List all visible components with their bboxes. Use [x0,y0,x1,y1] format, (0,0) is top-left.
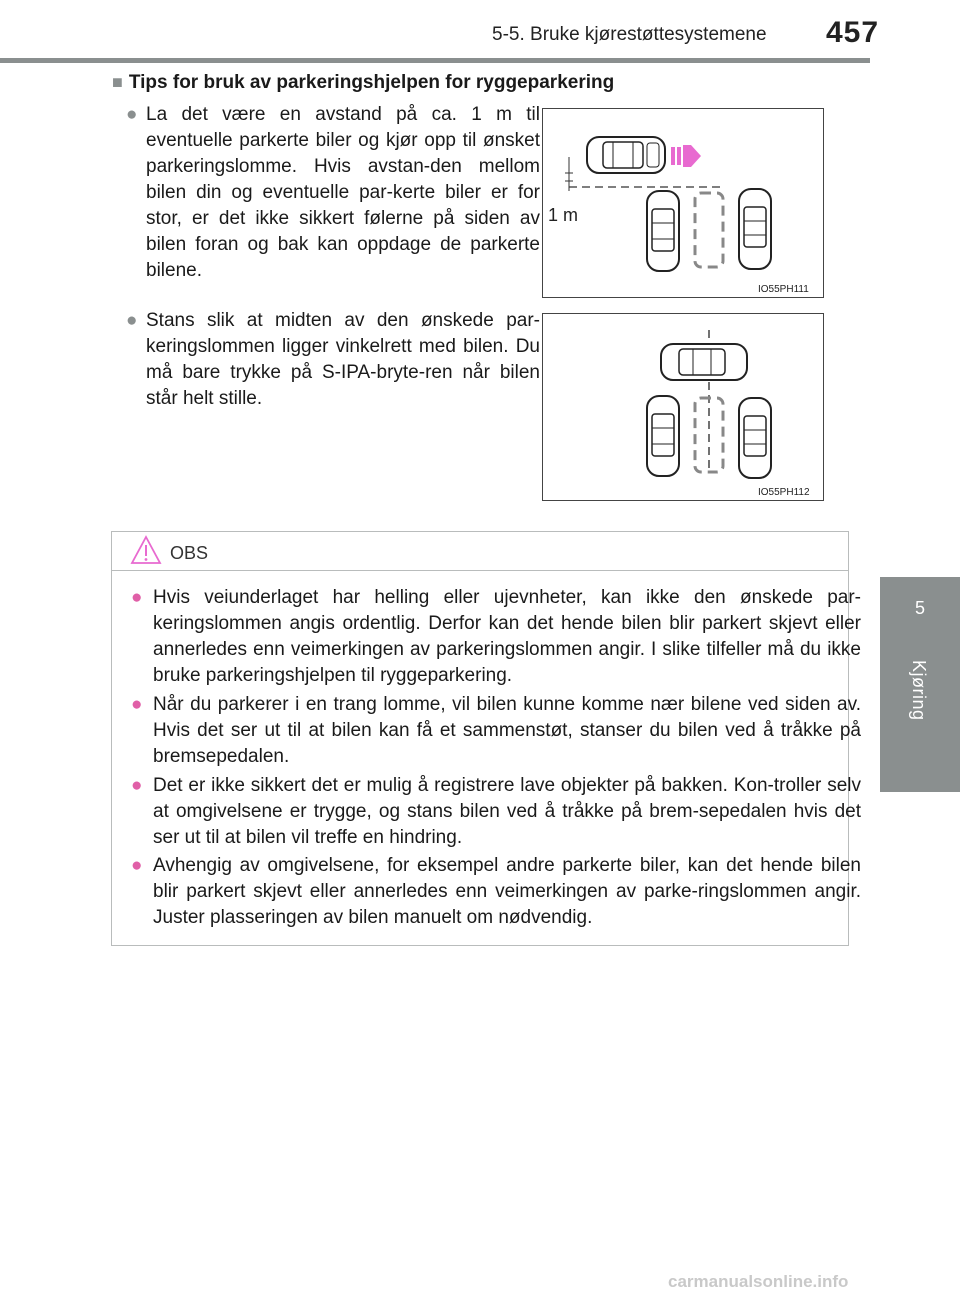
bullet-dot-icon: ● [131,587,143,608]
header-section-title: 5-5. Bruke kjørestøttesystemene [492,24,767,45]
tip-bullet-2: ● Stans slik at midten av den ønskede par-keringslommen ligger vinkelrett med bilen. Du må bare trykke på S-IPA-bryte-ren når bilen står helt stille. [126,310,540,409]
empty-parking-slot [695,193,723,267]
chapter-label: Kjøring [909,660,929,721]
figure-stop-position [542,313,824,501]
section-heading: ■ Tips for bruk av parkeringshjelpen for ryggeparkering [112,72,615,93]
stopped-car-icon [661,344,747,380]
header-divider [0,58,870,63]
approach-illustration [543,109,823,297]
caution-bullet-4: ● Avhengig av omgivelsene, for eksempel andre parkerte biler, kan det hende bilen blir parkert skjevt eller annerledes enn veimerkingen av parke-ringslommen angir. Juster plasseringen av bilen manuelt om nødvendig. [131,855,861,928]
stop-illustration [543,314,823,500]
page-number: 457 [826,16,880,49]
bullet-dot-icon: ● [131,775,143,796]
parked-car-left-icon [647,191,679,271]
caution-bullet-1: ● Hvis veiunderlaget har helling eller ujevnheter, kan ikke den ønskede par-keringslommen angis ordentlig. Derfor kan det hende bilen blir parkert skjevt eller annerledes enn veimerkingen av parkeringslommen angir. I slike tilfeller må du ikke bruke parkeringshjelpen til ryggeparkering. [131,587,861,686]
tip-bullet-1: ● La det være en avstand på ca. 1 m til eventuelle parkerte biler og kjør opp til ønsket parkeringslomme. Hvis avstan-den mellom bilen din og eventuelle par-kerte biler er for stor, er det ikke sikkert følerne på siden av bilen foran og bak kan oppdage de parkerte bilene. [126,104,540,281]
bullet-dot-icon: ● [126,310,138,331]
caution-title: OBS [170,543,209,563]
caution-bullet-3: ● Det er ikke sikkert det er mulig å registrere lave objekter på bakken. Kon-troller selv at omgivelsene er trygge, og stans bilen ved å tråkke på brem-sepedalen hvis det ser ut til at bilen vil treffe en hindring. [131,775,861,848]
figure-approach-parking [542,108,824,298]
caution-bullet-2: ● Når du parkerer i en trang lomme, vil bilen kunne komme nær bilene ved siden av. Hvis det ser ut til at bilen kan få et sammenstøt, stanser du bilen ved å tråkke på bremsepedalen. [131,694,861,767]
parked-car-right-icon [739,189,771,269]
parked-car-right-icon [739,398,771,478]
warning-triangle-icon [130,534,162,566]
bullet-dot-icon: ● [131,855,143,876]
moving-car-icon [587,137,665,173]
site-watermark: carmanualsonline.info [668,1272,849,1291]
square-bullet-icon: ■ [112,72,123,92]
figure-code: IO55PH111 [758,284,809,295]
caution-divider [112,570,848,571]
bullet-dot-icon: ● [126,104,138,125]
caution-box [111,531,861,946]
distance-label: 1 m [548,205,579,225]
bullet-dot-icon: ● [131,694,143,715]
chapter-number: 5 [914,598,925,618]
parked-car-left-icon [647,396,679,476]
direction-arrow-icon [671,145,701,167]
figure-code: IO55PH112 [758,487,810,498]
